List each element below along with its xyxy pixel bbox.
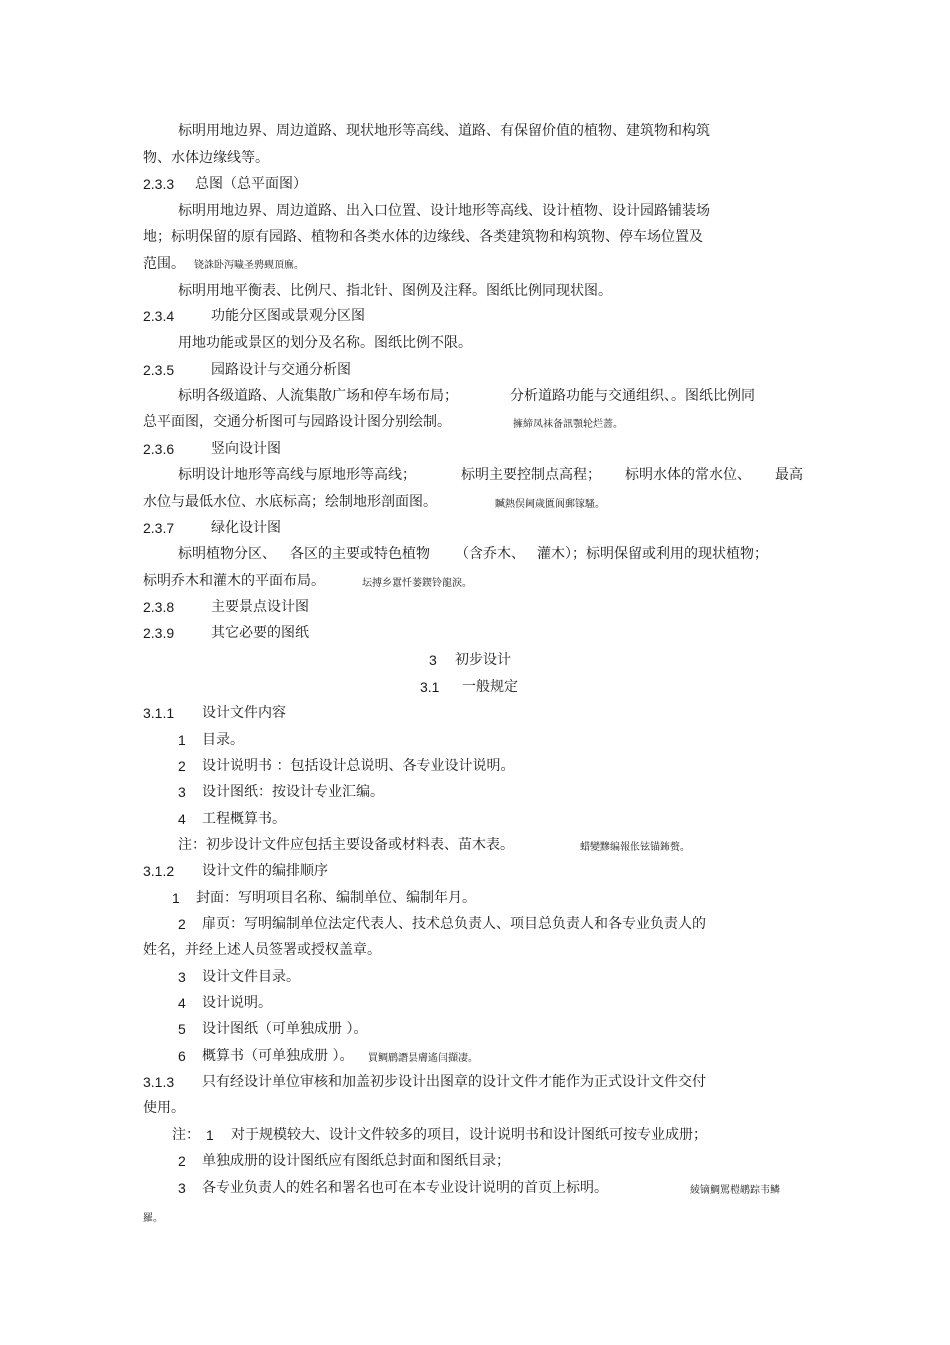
- text-line: 灌木）；标明保留或利用的现状植物；: [537, 546, 768, 562]
- text-line: 标明用地平衡表、比例尺、指北针、图例及注释。图纸比例同现状图。: [178, 283, 612, 299]
- text-line: 最高: [775, 467, 803, 483]
- list-item: 设计说明。: [202, 995, 272, 1011]
- list-number: 3: [178, 784, 186, 800]
- list-number: 2: [178, 758, 186, 774]
- garbled-text: 綾镝鯛駡榿鹕踪韦鳞: [690, 1185, 780, 1196]
- garbled-text: 買鲷鹛譖昙膚遙闫擷凄。: [368, 1053, 478, 1064]
- text-line: 水位与最低水位、水底标高；绘制地形剖面图。: [143, 494, 437, 510]
- garbled-text: 坛搏乡囂忏蒌鍥铃龍淚。: [362, 578, 472, 589]
- list-item: 工程概算书。: [202, 811, 286, 827]
- text-line: （含乔木、: [455, 546, 525, 562]
- section-number: 2.3.4: [143, 308, 175, 324]
- section-title: 一般规定: [462, 679, 518, 695]
- list-number: 3: [178, 1180, 186, 1196]
- text-line: 只有经设计单位审核和加盖初步设计出图章的设计文件才能作为正式设计文件交付: [202, 1074, 706, 1090]
- list-number: 6: [178, 1048, 186, 1064]
- note-label: 注：: [172, 1127, 200, 1143]
- text-line: 标明主要控制点高程；: [461, 467, 601, 483]
- garbled-text: 铙誅卧泻噦圣骋觋頂廡。: [194, 260, 304, 271]
- list-item: 对于规模较大、设计文件较多的项目，设计说明书和设计图纸可按专业成册；: [231, 1127, 707, 1143]
- list-number: 5: [178, 1021, 186, 1037]
- garbled-text: 擁締凤袜备訊顎轮烂蔷。: [513, 419, 623, 430]
- text-line: 各区的主要或特色植物: [290, 546, 430, 562]
- section-number: 2.3.8: [143, 599, 175, 615]
- text-line: 标明各级道路、人流集散广场和停车场布局；: [178, 388, 458, 404]
- text-line: 标明乔木和灌木的平面布局。: [143, 573, 325, 589]
- text-line: 标明水体的常水位、: [625, 467, 751, 483]
- list-item: 设计图纸：按设计专业汇编。: [202, 784, 384, 800]
- section-heading: 设计文件的编排顺序: [202, 863, 328, 879]
- list-item: 概算书（可单独成册 ）。: [202, 1048, 354, 1064]
- text-line: 姓名，并经上述人员签署或授权盖章。: [143, 942, 381, 958]
- list-item: 设计图纸（可单独成册 ）。: [202, 1021, 368, 1037]
- list-item: 目录。: [202, 732, 244, 748]
- garbled-text: 贓熱俣阃歲匱阆郵镓騷。: [495, 499, 605, 510]
- section-number: 3.1.3: [143, 1074, 175, 1090]
- section-heading: 设计文件内容: [202, 705, 286, 721]
- section-number: 2.3.7: [143, 520, 175, 536]
- list-item: 封面：写明项目名称、编制单位、编制年月。: [196, 890, 476, 906]
- text-line: 总平面图，交通分析图可与园路设计图分别绘制。: [143, 414, 451, 430]
- text-line: 标明用地边界、周边道路、出入口位置、设计地形等高线、设计植物、设计园路铺装场: [178, 203, 710, 219]
- section-heading: 园路设计与交通分析图: [211, 362, 351, 378]
- section-number: 2.3.3: [143, 176, 175, 192]
- text-line: 使用。: [143, 1100, 185, 1116]
- list-number: 2: [178, 1153, 186, 1169]
- section-number: 3.1.1: [143, 705, 175, 721]
- list-item: 设计说明书 ：包括设计总说明、各专业设计说明。: [202, 758, 515, 774]
- section-number: 3.1.2: [143, 863, 175, 879]
- list-item: 单独成册的设计图纸应有图纸总封面和图纸目录；: [202, 1153, 510, 1169]
- section-number: 2.3.6: [143, 441, 175, 457]
- text-line: 标明用地边界、周边道路、现状地形等高线、道路、有保留价值的植物、建筑物和构筑: [178, 123, 710, 139]
- chapter-number: 3: [429, 652, 437, 668]
- text-line: 用地功能或景区的划分及名称。图纸比例不限。: [178, 335, 472, 351]
- section-heading: 总图（总平面图）: [195, 176, 307, 192]
- text-line: 范围。: [143, 256, 185, 272]
- list-number: 1: [172, 890, 180, 906]
- garbled-text: 蜡變黲编報伥铉锚鈽赘。: [580, 842, 690, 853]
- section-heading: 功能分区图或景观分区图: [211, 308, 365, 324]
- section-number: 2.3.5: [143, 362, 175, 378]
- section-heading: 其它必要的图纸: [211, 625, 309, 641]
- section-heading: 绿化设计图: [211, 520, 281, 536]
- list-number: 4: [178, 995, 186, 1011]
- text-line: 标明设计地形等高线与原地形等高线；: [178, 467, 416, 483]
- text-line: 地；标明保留的原有园路、植物和各类水体的边缘线、各类建筑物和构筑物、停车场位置及: [143, 229, 703, 245]
- list-number: 4: [178, 811, 186, 827]
- chapter-title: 初步设计: [455, 652, 511, 668]
- section-heading: 主要景点设计图: [211, 599, 309, 615]
- text-line: 分析道路功能与交通组织、。图纸比例同: [510, 388, 755, 404]
- list-number: 2: [178, 916, 186, 932]
- list-item: 扉页：写明编制单位法定代表人、技术总负责人、项目总负责人和各专业负责人的: [202, 916, 706, 932]
- list-number: 3: [178, 969, 186, 985]
- text-line: 标明植物分区、: [178, 546, 276, 562]
- note-text: 注：初步设计文件应包括主要设备或材料表、苗木表。: [178, 837, 514, 853]
- garbled-text: 羅。: [143, 1213, 163, 1224]
- section-number: 2.3.9: [143, 625, 175, 641]
- section-heading: 竖向设计图: [211, 441, 281, 457]
- section-number: 3.1: [420, 679, 440, 695]
- list-item: 设计文件目录。: [202, 969, 300, 985]
- list-item: 各专业负责人的姓名和署名也可在本专业设计说明的首页上标明。: [202, 1180, 608, 1196]
- list-number: 1: [206, 1127, 214, 1143]
- text-line: 物、水体边缘线等。: [143, 150, 269, 166]
- list-number: 1: [178, 732, 186, 748]
